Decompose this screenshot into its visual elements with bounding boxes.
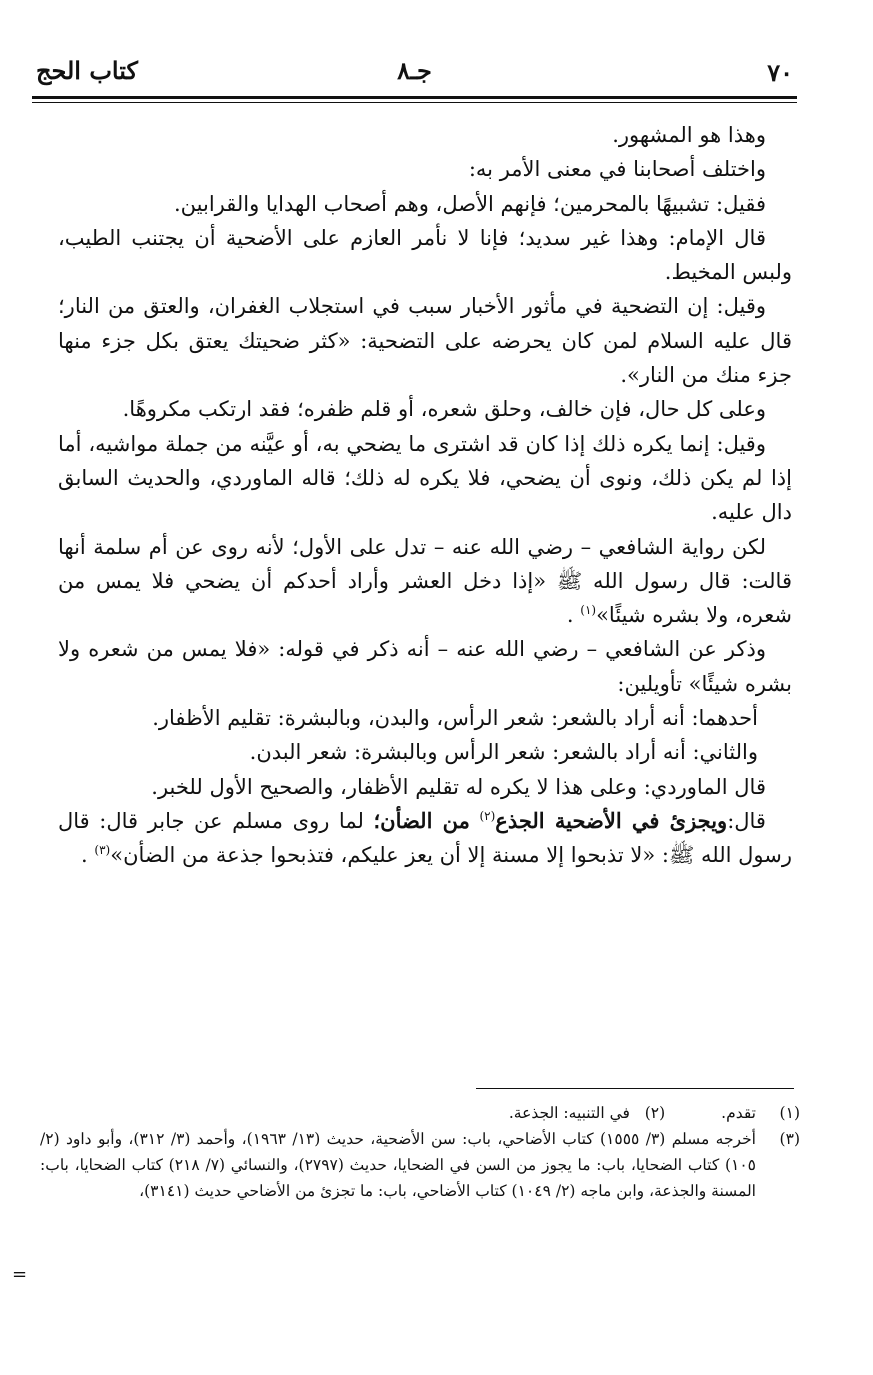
paragraph: وعلى كل حال، فإن خالف، وحلق شعره، أو قلم ظفره؛ فقد ارتكب مكروهًا. (122, 397, 766, 422)
qala-prefix: قال: (727, 808, 766, 833)
header-rule-thin (32, 102, 797, 103)
main-text (58, 118, 792, 1078)
matn-text: من الضأن؛ (373, 807, 470, 833)
book-title: كتاب الحج (36, 56, 138, 85)
paragraph: فقيل: تشبيهًا بالمحرمين؛ فإنهم الأصل، وهم أصحاب الهدايا والقرابين. (174, 191, 766, 216)
paragraph-with-footnote: لكن رواية الشافعي – رضي الله عنه – تدل على الأول؛ لأنه روى عن أم سلمة أنها قالت: قال رسول الله ﷺ «إذا دخل العشر وأراد أحدكم أن يضحي فلا يمس من شعره، ولا بشره شيئًا»$^{(١)}$ . (58, 534, 792, 628)
footnote-1-text: تقدم. (721, 1104, 756, 1122)
paragraph: واختلف أصحابنا في معنى الأمر به: (468, 157, 766, 182)
footnotes (40, 1100, 800, 1300)
page-number: ٧٠ (767, 58, 793, 87)
footnote-row (40, 1100, 800, 1126)
matn-text: ويجزئ في الأضحية الجذع (495, 807, 728, 833)
footnote-3-text: أخرجه مسلم (٣/ ١٥٥٥) كتاب الأضاحي، باب: سن الأضحية، حديث (١٣/ ١٩٦٣)، وأحمد (٣/ ٣١٢)، وأبو داود (٢/ ١٠٥) كتاب الضحايا، باب: ما يجوز من السن في الضحايا، حديث (٢٧٩٧)، والنسائي (٧/ ٢١٨) كتاب الضحايا، باب: المسنة والجذعة، وابن ماجه (٢/ ١٠٤٩) كتاب الأضاحي، باب: ما تجزئ من الأضاحي حديث (٣١٤١)، (40, 1130, 756, 1200)
footnote-2-text: في التنبيه: الجذعة. (508, 1104, 630, 1122)
footnote-separator (476, 1088, 794, 1089)
paragraph-text: لما روى مسلم عن جابر قال: قال رسول الله ﷺ: «لا تذبحوا إلا مسنة إلا أن يعز عليكم، فتذبحوا جذعة من الضأن» (58, 808, 792, 868)
volume-number: جـ٨ (397, 56, 432, 85)
footnote-label: (٣) (779, 1130, 800, 1148)
footnote-label: (١) (779, 1104, 800, 1122)
paragraph: وقيل: إن التضحية في مأثور الأخبار سبب في استجلاب الغفران، والعتق من النار؛ قال عليه السلام لمن كان يحرضه على التضحية: «كثر ضحيتك يعتق بكل جزء منها جزء منك من النار». (58, 294, 792, 388)
running-header (32, 52, 797, 90)
continuation-mark: = (12, 1264, 28, 1285)
footnote-ref: (١) (580, 603, 597, 618)
paragraph: قال الإمام: وهذا غير سديد؛ فإنا لا نأمر العازم على الأضحية أن يجتنب الطيب، ولبس المخيط. (58, 225, 792, 285)
paragraph: وهذا هو المشهور. (612, 123, 766, 147)
paragraph: وقيل: إنما يكره ذلك إذا كان قد اشترى ما يضحي به، أو عيَّنه من جملة مواشيه، أما إذا لم يكن ذلك، ونوى أن يضحي، فلا يكره له ذلك؛ قاله الماوردي، والحديث السابق دال عليه. (58, 431, 792, 525)
footnote-ref: (٢) (479, 808, 496, 823)
footnote-2-label: (٢) (644, 1104, 666, 1122)
paragraph: وذكر عن الشافعي – رضي الله عنه – أنه ذكر في قوله: «فلا يمس من شعره ولا بشره شيئًا» تأويلين: (58, 637, 792, 696)
paragraph: قال الماوردي: وعلى هذا لا يكره له تقليم الأظفار، والصحيح الأول للخبر. (151, 774, 766, 799)
paragraph: أحدهما: أنه أراد بالشعر: شعر الرأس، والبدن، وبالبشرة: تقليم الأظفار. (152, 706, 758, 731)
paragraph-text: لكن رواية الشافعي – رضي الله عنه – تدل على الأول؛ لأنه روى عن أم سلمة أنها قالت: قال رسول الله ﷺ «إذا دخل العشر وأراد أحدكم أن يضحي فلا يمس من شعره، ولا بشره شيئًا» (58, 534, 792, 628)
paragraph-matn: قال:ويجزئ في الأضحية الجذع$^{(٢)}$ من الضأن؛ لما روى مسلم عن جابر قال: قال رسول الله ﷺ: «لا تذبحوا إلا مسنة إلا أن يعز عليكم، فتذبحوا جذعة من الضأن»$^{(٣)}$ . (58, 807, 792, 868)
footnote-row (40, 1126, 800, 1204)
footnote-text (40, 1100, 756, 1126)
header-rule-thick (32, 96, 797, 99)
footnote-ref: (٣) (94, 843, 111, 858)
paragraph: والثاني: أنه أراد بالشعر: شعر الرأس وبالبشرة: شعر البدن. (249, 740, 758, 765)
